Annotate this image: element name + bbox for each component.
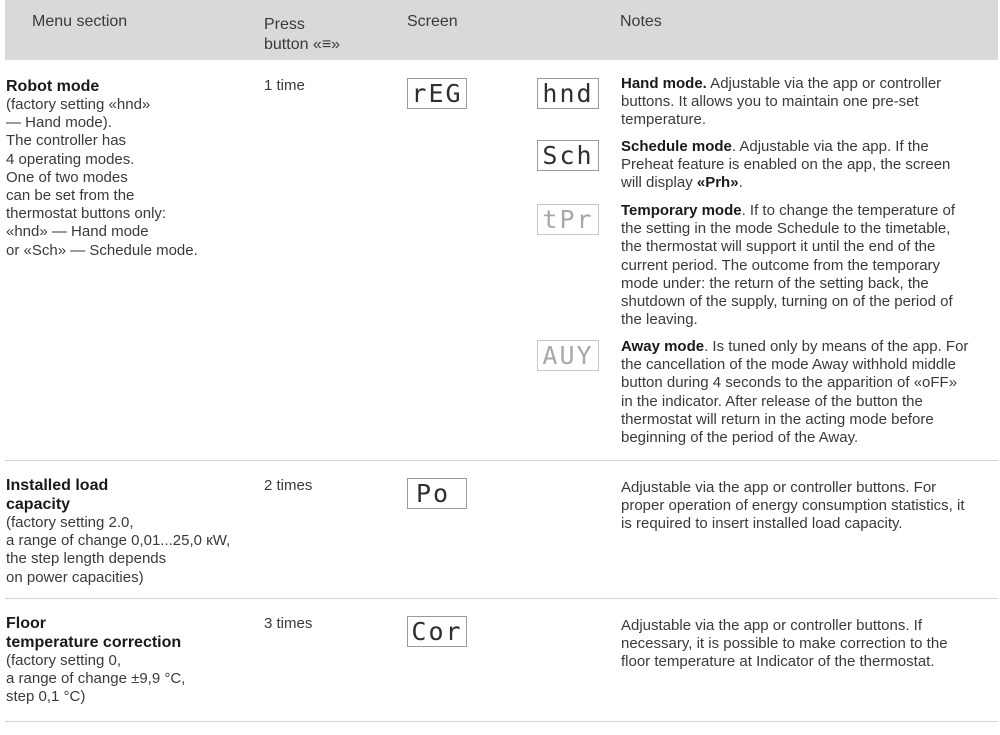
note-line: button during 4 seconds to the apparition of «oFF» (621, 374, 958, 392)
row-title: Installed load (6, 477, 109, 494)
note-line: the leaving. (621, 311, 698, 329)
desc-line: (factory setting «hnd» (6, 96, 151, 113)
lcd-screen-sch (537, 140, 599, 171)
note-temporary-mode (621, 202, 1000, 329)
note-tail: . (738, 174, 743, 192)
note-line: Adjustable via the app or controller (706, 75, 942, 92)
note-line: in the indicator. After release of the button the (621, 392, 923, 410)
lcd-text: Sch (542, 141, 594, 170)
note-line: . If to change the temperature of (741, 202, 956, 219)
note-line: is required to insert installed load capacity. (621, 515, 903, 533)
desc-line: step 0,1 °C) (6, 688, 86, 706)
lcd-text: hnd (542, 79, 594, 108)
row-title: capacity (6, 496, 71, 513)
row-title: Robot mode (6, 78, 100, 95)
note-line: buttons. It allows you to maintain one pre-set (621, 93, 919, 111)
header-screen: Screen (407, 13, 458, 30)
note-line: mode under: the return of the setting back, the (621, 274, 929, 292)
desc-line: a range of change ±9,9 °C, (6, 670, 186, 688)
lcd-screen-tpr (537, 204, 599, 235)
lcd-text: tPr (542, 205, 594, 234)
mode-name: Hand mode. (621, 75, 707, 92)
row-press-count: 1 time (264, 77, 305, 94)
note-line: floor temperature at Indicator of the thermostat. (621, 653, 935, 671)
row-robot-mode-menu (6, 77, 256, 260)
header-press-button (264, 15, 340, 55)
desc-line: can be set from the (6, 187, 135, 205)
note-schedule-mode (621, 138, 1000, 193)
note-line: the thermostat will support it until the end of the (621, 238, 936, 256)
lcd-text: AUY (542, 341, 594, 370)
note-line: . Adjustable via the app. If the (731, 138, 929, 155)
note-line: temperature. (621, 111, 707, 129)
desc-line: 4 operating modes. (6, 150, 135, 168)
note-line: shutdown of the supply, turning on of the period of (621, 293, 953, 311)
row-divider (5, 598, 998, 599)
desc-line: — Hand mode). (6, 114, 112, 132)
note-line: proper operation of energy consumption statistics, it (621, 497, 965, 515)
desc-line: on power capacities) (6, 568, 144, 586)
desc-line: (factory setting 2.0, (6, 514, 134, 531)
note-line: will display (621, 174, 697, 192)
note-line: thermostat will return in the acting mode before (621, 410, 934, 428)
lcd-screen-reg (407, 78, 467, 109)
note-line: Preheat feature is enabled on the app, the screen (621, 156, 951, 174)
desc-line: «hnd» — Hand mode (6, 223, 149, 241)
row-divider (5, 721, 998, 722)
row-load-capacity-menu (6, 476, 256, 587)
desc-line: (factory setting 0, (6, 652, 122, 669)
preheat-label: «Prh» (696, 174, 739, 192)
note-line: the cancellation of the mode Away withhold middle (621, 356, 956, 374)
row-floor-correction-menu (6, 614, 256, 707)
row-press-count: 3 times (264, 615, 313, 632)
note-line: the setting in the mode Schedule to the timetable, (621, 220, 951, 238)
header-press-line2: button «≡» (264, 36, 341, 53)
lcd-screen-auy (537, 340, 599, 371)
note-line: beginning of the period of the Away. (621, 429, 859, 447)
desc-line: thermostat buttons only: (6, 205, 167, 223)
lcd-screen-po (407, 478, 467, 509)
table-header (5, 0, 998, 60)
mode-name: Away mode (621, 338, 705, 355)
desc-line: the step length depends (6, 550, 167, 568)
mode-name: Temporary mode (621, 202, 742, 219)
note-line: Adjustable via the app or controller buttons. For (621, 479, 937, 496)
lcd-screen-hnd (537, 78, 599, 109)
header-press-line1: Press (264, 16, 305, 33)
row-title: Floor (6, 615, 46, 632)
note-line: current period. The outcome from the temporary (621, 256, 941, 274)
note-floor-correction (621, 617, 1000, 672)
note-away-mode (621, 338, 1000, 447)
header-menu-section: Menu section (32, 13, 128, 30)
row-divider (5, 460, 998, 461)
note-line: necessary, it is possible to make correction to the (621, 635, 948, 653)
desc-line: The controller has (6, 132, 127, 150)
note-line: . Is tuned only by means of the app. For (704, 338, 969, 355)
lcd-text: Cor (411, 617, 463, 646)
header-notes: Notes (620, 13, 662, 30)
mode-name: Schedule mode (621, 138, 732, 155)
row-title: temperature correction (6, 634, 182, 651)
note-load-capacity (621, 479, 1000, 534)
lcd-text: Po (416, 479, 451, 508)
desc-line: One of two modes (6, 168, 128, 186)
row-press-count: 2 times (264, 477, 313, 494)
note-hand-mode (621, 75, 1000, 130)
lcd-screen-cor (407, 616, 467, 647)
note-line: Adjustable via the app or controller buttons. If (621, 617, 923, 634)
desc-line: or «Sch» — Schedule mode. (6, 241, 198, 259)
lcd-text: rEG (411, 79, 463, 108)
desc-line: a range of change 0,01...25,0 кW, (6, 532, 231, 550)
